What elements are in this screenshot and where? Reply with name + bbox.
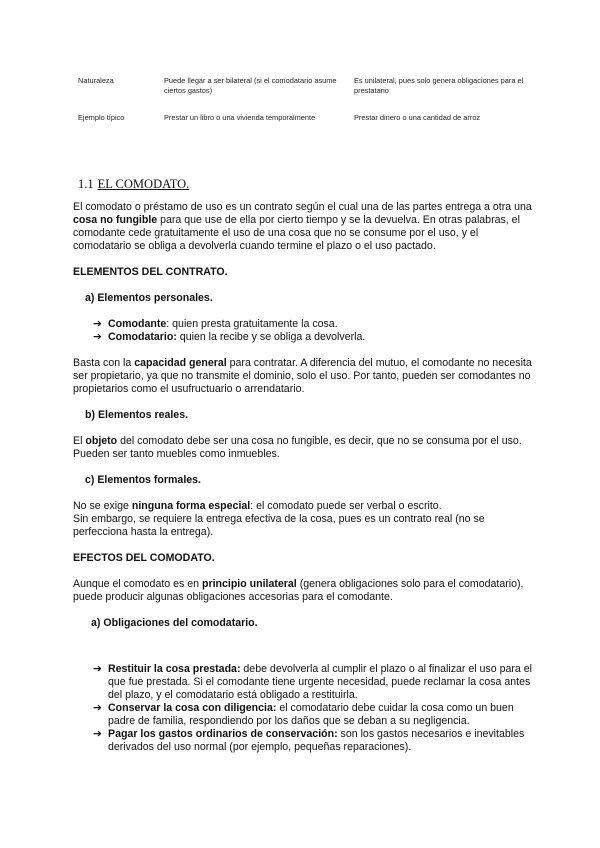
comparison-table [78, 76, 548, 123]
bold-term: Conservar la cosa con diligencia: [108, 702, 277, 714]
bold-term: Restituir la cosa prestada: [108, 663, 241, 675]
spacer [73, 630, 535, 663]
table-row [78, 76, 548, 96]
bold-term: ninguna forma especial [131, 500, 251, 512]
arrow-right-icon: ➔ [93, 728, 102, 740]
text-run: Basta con la [73, 357, 135, 369]
text-run: El comodato o préstamo de uso es un contrato según el cual una de las partes entrega a otra una [73, 201, 532, 213]
list-item [93, 318, 535, 331]
text-run: debe devolverla al cumplir el plazo o al finalizar el uso para el que fue prestada. Si el comodante tiene urgente necesidad, puede reclamar la cosa antes del plazo, y el comodatario está obligado a restituirla. [108, 663, 532, 701]
text-run: No se exige [73, 500, 132, 512]
table-cell: Puede llegar a ser bilateral (si el comodatario asume ciertos gastos) [164, 76, 337, 95]
text-run: : [166, 318, 170, 330]
bold-term: Comodante [108, 318, 167, 330]
intro-paragraph [73, 201, 535, 253]
text-run: son los gastos necesarios e inevitables derivados del uso normal (por ejemplo, pequeñas reparaciones). [108, 728, 525, 753]
arrow-right-icon: ➔ [93, 702, 102, 714]
text-run: : el comodato puede ser verbal o escrito. [250, 500, 442, 512]
table-cell-label: Ejemplo típico [78, 113, 125, 122]
table-row [78, 113, 548, 123]
document-body [73, 201, 535, 767]
effects-heading: EFECTOS DEL COMODATO. [73, 552, 215, 564]
section-number: 1.1 [78, 177, 94, 191]
text-run: del comodato debe ser una cosa no fungible, es decir, que no se consuma por el uso. Pueden ser tanto muebles como inmuebles. [73, 435, 522, 460]
table-cell: Prestar dinero o una cantidad de arroz [354, 113, 481, 122]
arrow-right-icon: ➔ [93, 318, 102, 330]
form-paragraph-1 [73, 500, 535, 513]
form-paragraph-2: Sin embargo, se requiere la entrega efectiva de la cosa, pues es un contrato real (no se perfecciona hasta la entrega). [73, 513, 485, 538]
object-paragraph [73, 435, 535, 461]
obligations-list [73, 663, 535, 754]
table-cell-label: Naturaleza [78, 76, 114, 85]
table-cell: Prestar un libro o una vivienda temporalmente [164, 113, 316, 122]
elements-heading: ELEMENTOS DEL CONTRATO. [73, 266, 228, 278]
text-run: el comodatario debe cuidar la cosa como un buen padre de familia, respondiendo por los daños que se deban a su negligencia. [108, 702, 514, 727]
subheading-personal: a) Elementos personales. [85, 292, 213, 304]
arrow-right-icon: ➔ [93, 663, 102, 675]
text-run: para contratar. A diferencia del mutuo, el comodante no necesita ser propietario, ya que no transmite el dominio, solo el uso. Por tanto, pueden ser comodantes no propietarios como el usufructuario o arrendatario. [73, 357, 532, 395]
bold-term: capacidad general [134, 357, 227, 369]
bold-term: objeto [85, 435, 118, 447]
list-item [93, 728, 535, 754]
bold-term: principio unilateral [201, 578, 297, 590]
text-run: El [73, 435, 86, 447]
arrow-right-icon: ➔ [93, 331, 102, 343]
subheading-obligations: a) Obligaciones del comodatario. [91, 617, 258, 629]
list-item [93, 663, 535, 702]
text-run: Aunque el comodato es en [73, 578, 202, 590]
subheading-real: b) Elementos reales. [85, 409, 189, 421]
bold-term: cosa no fungible [73, 214, 158, 226]
section-heading [78, 177, 189, 192]
section-title: EL COMODATO. [97, 177, 190, 191]
text-run: quien presta gratuitamente la cosa. [169, 318, 338, 330]
personal-elements-list [73, 318, 535, 344]
text-run: quien la recibe y se obliga a devolverla. [176, 331, 366, 343]
bold-term: Comodatario: [108, 331, 177, 343]
bold-term: Pagar los gastos ordinarios de conservación: [108, 728, 338, 740]
effects-paragraph [73, 578, 535, 604]
list-item [93, 331, 535, 344]
capacity-paragraph [73, 357, 535, 396]
text-run: para que use de ella por cierto tiempo y se la devuelva. En otras palabras, el comodante cede gratuitamente el uso de una cosa que no se consume por el uso, y el comodatario se obliga a devolverla cuando termine el plazo o el uso pactado. [73, 214, 520, 252]
table-cell: Es unilateral, pues solo genera obligaciones para el prestatario [354, 76, 524, 95]
list-item [93, 702, 535, 728]
text-run: (genera obligaciones solo para el comodatario), puede producir algunas obligaciones accesorias para el comodante. [73, 578, 524, 603]
subheading-formal: c) Elementos formales. [85, 474, 201, 486]
